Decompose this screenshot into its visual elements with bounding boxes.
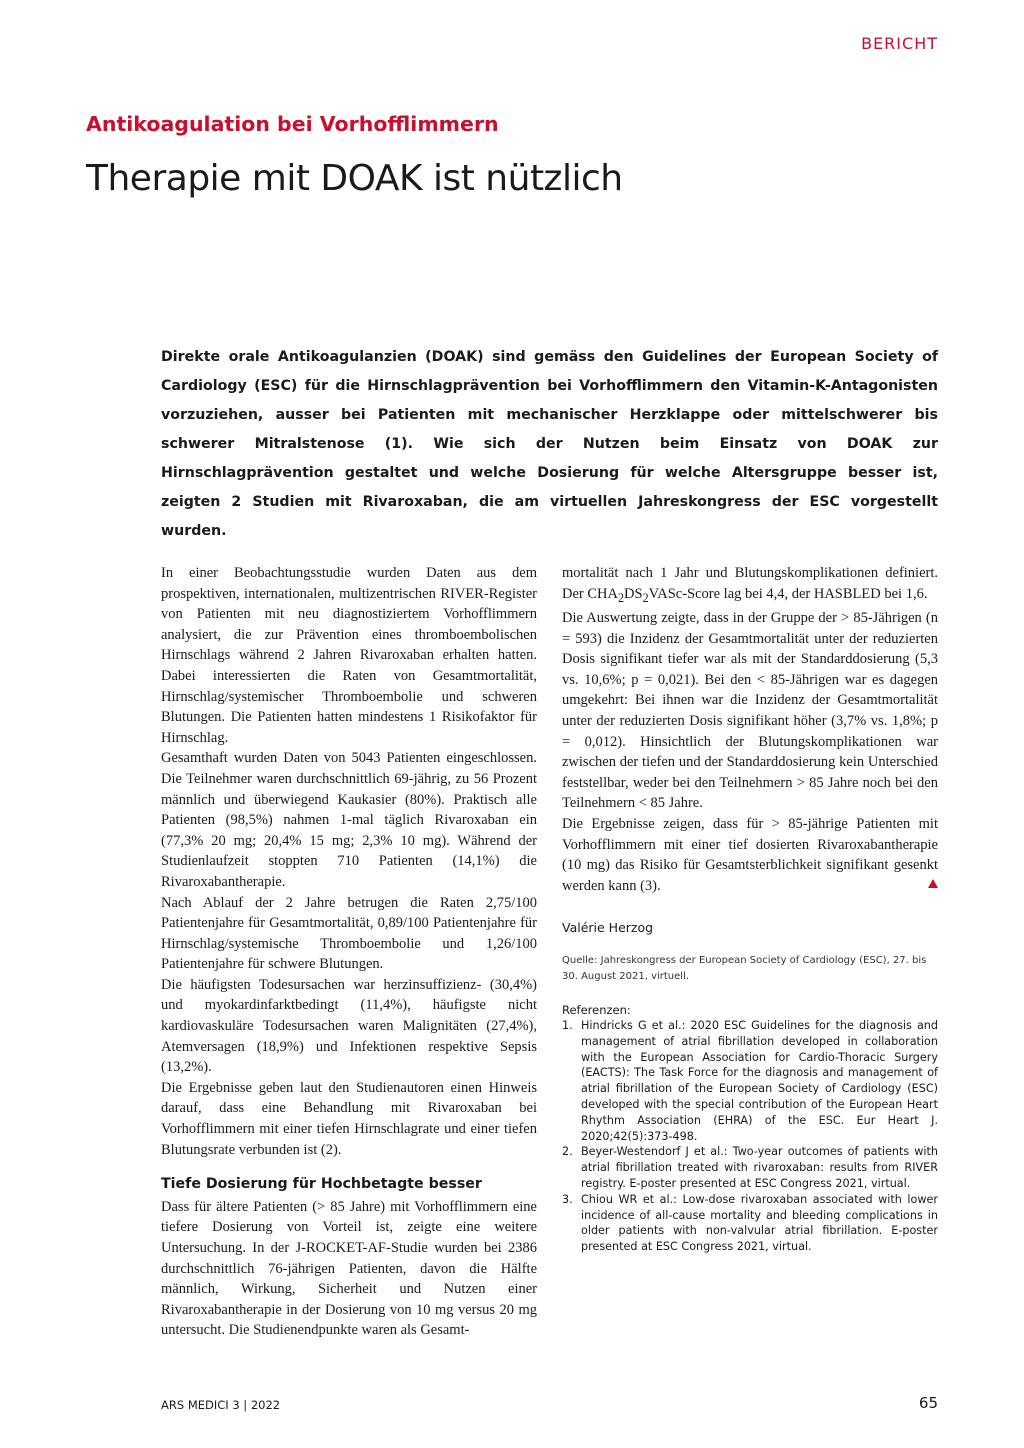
text-run: DS (624, 585, 643, 602)
reference-number: 3. (562, 1192, 573, 1206)
body-column-left (161, 563, 537, 1341)
body-paragraph: Dass für ältere Patienten (> 85 Jahre) mit Vorhofflimmern eine tiefere Dosierung von Vorteil ist, zeigte eine weitere Untersuchung. In der J-ROCKET-AF-Studie wurden bei 2386 durchschnittlich 76-jährigen Patienten, davon die Hälfte männlich, Wirkung, Sicherheit und Nutzen einer Rivaroxabantherapie in der Dosierung von 10 mg versus 20 mg untersucht. Die Studienendpunkte waren als Gesamt- (161, 1198, 537, 1339)
text-run: mortalität nach 1 Jahr und Blutungskomplikationen definiert. Der CHA (562, 565, 938, 602)
article-kicker: Antikoagulation bei Vorhofflimmern (86, 112, 499, 136)
article-title: Therapie mit DOAK ist nützlich (86, 158, 623, 199)
end-of-article-triangle-icon (928, 879, 938, 888)
subscript: 2 (617, 590, 625, 605)
section-label: BERICHT (861, 34, 938, 53)
reference-text: Hindricks G et al.: 2020 ESC Guidelines for the diagnosis and management of atrial fibrillation developed in collaboration with the European Association for Cardio-Thoracic Surgery (EACTS): The Task Force for the diagnosis and management of atrial fibrillation of the European Society of Cardiology (ESC) developed with the special contribution of the European Heart Rhythm Association (EHRA) of the ESC. Eur Heart J. 2020;42(5):373-498. (581, 1018, 938, 1143)
text-run: Die Ergebnisse zeigen, dass für > 85-jährige Patienten mit Vorhofflimmern mit einer tief dosierten Rivaroxabantherapie (10 mg) das Risiko für Gesamtsterblichkeit signifikant gesenkt werden kann (3). (562, 816, 938, 894)
reference-text: Chiou WR et al.: Low-dose rivaroxaban associated with lower incidence of all-cause mortality and bleeding complications in older patients with non-valvular atrial fibrillation. E-poster presented at ESC Congress 2021, virtual. (581, 1192, 938, 1254)
body-paragraph: Gesamthaft wurden Daten von 5043 Patienten eingeschlossen. Die Teilnehmer waren durchschnittlich 69-jährig, zu 56 Prozent männlich und überwiegend Kaukasier (80%). Praktisch alle Patienten (98,5%) nahmen 1-mal täglich Rivaroxaban ein (77,3% 20 mg; 20,4% 15 mg; 2,3% 10 mg). Während der Studienlaufzeit stoppten 710 Patienten (14,1%) die Rivaroxabantherapie. (161, 750, 537, 890)
reference-number: 1. (562, 1018, 573, 1032)
body-paragraph: Nach Ablauf der 2 Jahre betrugen die Raten 2,75/100 Patientenjahre für Gesamtmortalität, 0,89/100 Patientenjahre für Hirnschlag/systemische Thromboembolie und 1,26/100 Patientenjahre für schwere Blutungen. (161, 894, 537, 973)
reference-text: Beyer-Westendorf J et al.: Two-year outcomes of patients with atrial fibrillation treated with rivaroxaban: results from RIVER registry. E-poster presented at ESC Congress 2021, virtual. (581, 1145, 938, 1190)
references-title: Referenzen: (562, 1002, 631, 1017)
author-name: Valérie Herzog (562, 920, 654, 936)
source-note: Quelle: Jahreskongress der European Society of Cardiology (ESC), 27. bis 30. August 2021, virtuell. (562, 954, 927, 982)
body-paragraph (562, 814, 938, 896)
article-lead: Direkte orale Antikoagulanzien (DOAK) sind gemäss den Guidelines der European Society of Cardiology (ESC) für die Hirnschlagprävention bei Vorhofflimmern den Vitamin-K-Antagonisten vorzuziehen, ausser bei Patienten mit mechanischer Herzklappe oder mittelschwerer bis schwerer Mitralstenose (1). Wie sich der Nutzen beim Einsatz von DOAK zur Hirnschlagprävention gestaltet und welche Dosierung für welche Altersgruppe besser ist, zeigten 2 Studien mit Rivaroxaban, die am virtuellen Jahreskongress der ESC vorgestellt wurden. (161, 349, 938, 539)
section-subheading: Tiefe Dosierung für Hochbetagte besser (161, 1176, 482, 1193)
page-number: 65 (918, 1394, 938, 1412)
body-paragraph: Die Ergebnisse geben laut den Studienautoren einen Hinweis darauf, dass eine Behandlung mit Rivaroxaban bei Vorhofflimmern mit einer tiefen Hirnschlagrate und einer tiefen Blutungsrate verbunden ist (2). (161, 1079, 537, 1158)
body-paragraph: Die Auswertung zeigte, dass in der Gruppe der > 85-Jährigen (n = 593) die Inzidenz der Gesamtmortalität unter der reduzierten Dosis signifikant tiefer war als mit der Standarddosierung (5,3 vs. 10,6%; p = 0,021). Bei den < 85-Jährigen war es dagegen umgekehrt: Bei ihnen war die Inzidenz der Gesamtmortalität unter der reduzierten Dosis signifikant höher (3,7% vs. 1,8%; p = 0,012). Hinsichtlich der Blutungskomplikationen war zwischen der tiefen und der Standarddosierung kein Unterschied feststellbar, weder bei den Teilnehmern > 85 Jahre noch bei den Teilnehmern < 85 Jahre. (562, 610, 938, 812)
reference-item (562, 1018, 938, 1144)
reference-item (562, 1192, 938, 1255)
text-run: VASc-Score lag bei 4,4, der HASBLED bei 1,6. (648, 585, 928, 602)
body-column-right (562, 563, 938, 1255)
body-paragraph: Die häufigsten Todesursachen war herzinsuffizienz- (30,4%) und myokardinfarktbedingt (11,4%), häufigste nicht kardiovaskuläre Todesursachen waren Malignitäten (27,4%), Atemversagen (18,9%) und Infektionen respektive Sepsis (13,2%). (161, 976, 537, 1076)
reference-item (562, 1144, 938, 1191)
journal-issue: ARS MEDICI 3 | 2022 (161, 1398, 281, 1412)
reference-number: 2. (562, 1145, 573, 1159)
body-paragraph (562, 563, 938, 608)
subscript: 2 (642, 590, 649, 605)
body-paragraph: In einer Beobachtungsstudie wurden Daten aus dem prospektiven, internationalen, multizentrischen RIVER-Register von Patienten mit neu diagnostiziertem Vorhofflimmern analysiert, die zur Prävention eines thromboembolischen Hirnschlags während 2 Jahren Rivaroxaban erhalten hatten. Dabei interessierten die Raten von Gesamtmortalität, Hirnschlag/systemischer Thromboembolie und schweren Blutungen. Die Patienten hatten mindestens 1 Risikofaktor für Hirnschlag. (161, 565, 537, 746)
references-list (562, 1018, 938, 1255)
